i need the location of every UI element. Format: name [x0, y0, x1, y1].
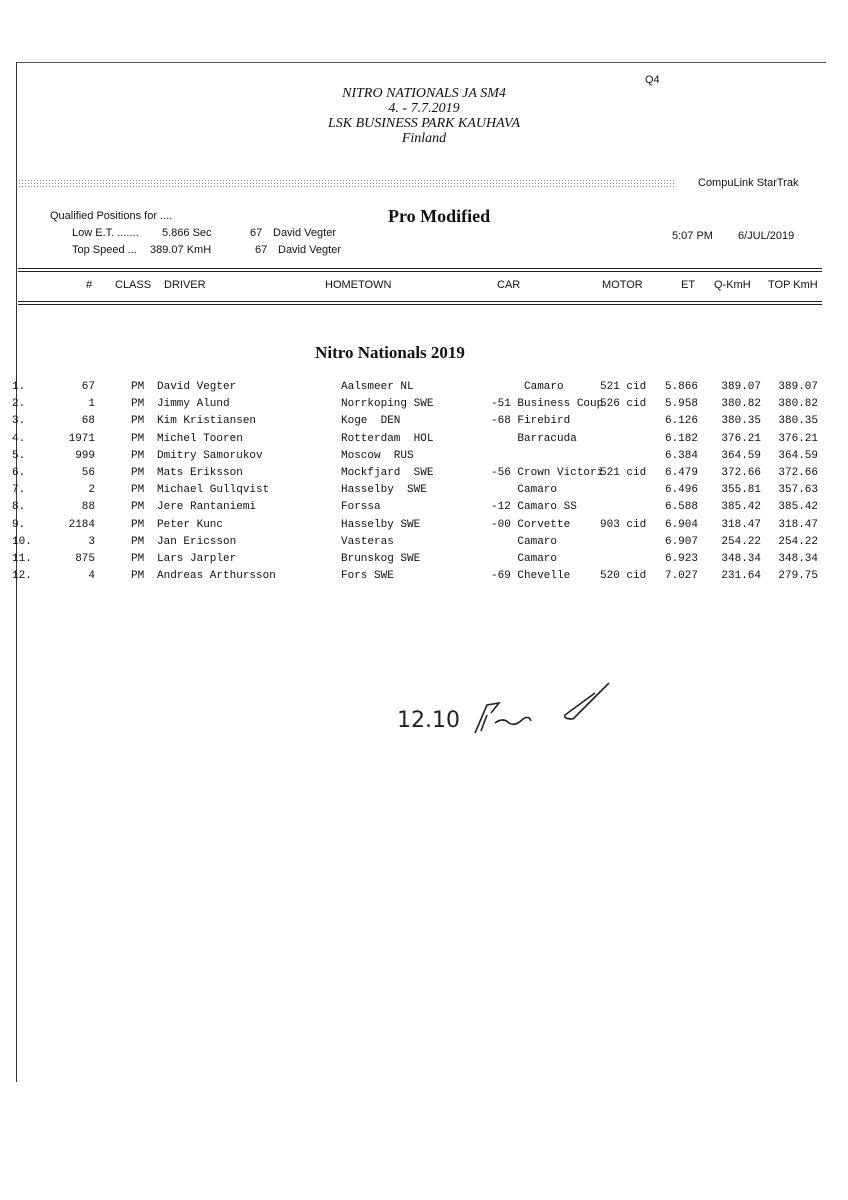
cell-position: 6. — [12, 466, 26, 479]
cell-car-number: 875 — [75, 552, 95, 565]
cell-car: -56 Crown Victori — [491, 466, 604, 479]
cell-q-kmh: 380.82 — [721, 398, 761, 411]
cell-driver: Dmitry Samorukov — [157, 449, 263, 462]
col-header-driver: DRIVER — [164, 279, 206, 291]
cell-car: -51 Business Coup — [491, 398, 604, 411]
cell-position: 9. — [12, 518, 26, 531]
header-rule-bottom-2 — [18, 304, 822, 305]
handwritten-annotation — [395, 675, 625, 745]
col-header-topkmh: TOP KmH — [768, 279, 818, 291]
cell-top-kmh: 372.66 — [778, 466, 818, 479]
cell-driver: Kim Kristiansen — [157, 415, 257, 428]
cell-top-kmh: 389.07 — [778, 381, 818, 393]
table-row — [0, 415, 848, 432]
cell-hometown: Brunskog SWE — [341, 552, 421, 565]
cell-driver: Jan Ericsson — [157, 535, 237, 548]
cell-car: -12 Camaro SS — [491, 501, 577, 514]
cell-et: 6.907 — [664, 535, 698, 548]
cell-car-number: 68 — [81, 415, 95, 428]
cell-motor: 520 cid — [600, 570, 647, 583]
cell-hometown: Moscow RUS — [341, 449, 414, 462]
cell-car: Camaro — [491, 484, 558, 497]
cell-car: -68 Firebird — [491, 415, 571, 428]
signature-scribble — [475, 703, 531, 733]
top-border — [16, 62, 826, 63]
cell-position: 4. — [12, 432, 26, 445]
cell-class: PM — [131, 449, 145, 462]
col-header-car: CAR — [497, 279, 521, 291]
cell-car: Camaro — [491, 535, 558, 548]
cell-q-kmh: 231.64 — [721, 570, 761, 583]
cell-driver: Michel Tooren — [157, 432, 243, 445]
cell-hometown: Hasselby SWE — [341, 518, 421, 531]
cell-hometown: Vasteras — [341, 535, 394, 548]
cell-driver: Andreas Arthursson — [157, 570, 276, 583]
cell-et: 6.923 — [664, 552, 698, 565]
cell-q-kmh: 254.22 — [721, 535, 761, 548]
table-row — [0, 553, 848, 570]
dotted-divider — [18, 179, 674, 188]
cell-top-kmh: 380.35 — [778, 415, 818, 428]
table-row — [0, 501, 848, 518]
table-row — [0, 381, 848, 398]
cell-et: 7.027 — [664, 570, 698, 583]
cell-top-kmh: 348.34 — [778, 552, 818, 565]
cell-driver: Peter Kunc — [157, 518, 224, 531]
col-header-et: ET — [681, 279, 696, 291]
cell-hometown: Mockfjard SWE — [341, 466, 434, 479]
cell-motor: 526 cid — [600, 398, 647, 411]
report-date: 6/JUL/2019 — [738, 230, 795, 242]
report-time: 5:07 PM — [672, 230, 713, 242]
cell-et: 6.384 — [664, 449, 698, 462]
session-code: Q4 — [645, 74, 660, 86]
cell-top-kmh: 279.75 — [778, 570, 818, 583]
qualified-label: Qualified Positions for .... — [50, 210, 173, 222]
cell-motor: 521 cid — [600, 466, 647, 479]
cell-top-kmh: 254.22 — [778, 535, 818, 548]
event-dates: 4. - 7.7.2019 — [388, 101, 460, 116]
cell-top-kmh: 364.59 — [778, 449, 818, 462]
cell-driver: David Vegter — [157, 381, 237, 393]
cell-q-kmh: 385.42 — [721, 501, 761, 514]
cell-et: 6.496 — [664, 484, 698, 497]
cell-class: PM — [131, 398, 145, 411]
table-row — [0, 398, 848, 415]
cell-q-kmh: 348.34 — [721, 552, 761, 565]
annotation-text: 12.10 — [397, 708, 460, 733]
table-row — [0, 519, 848, 536]
cell-car: Barracuda — [491, 432, 577, 445]
header-rule-top-2 — [18, 271, 822, 272]
table-row — [0, 450, 848, 467]
cell-class: PM — [131, 535, 145, 548]
results-subtitle: Nitro Nationals 2019 — [315, 343, 465, 362]
cell-class: PM — [131, 501, 145, 514]
cell-class: PM — [131, 518, 145, 531]
header-rule-bottom — [18, 301, 822, 302]
cell-car-number: 2184 — [68, 518, 95, 531]
col-header-class: CLASS — [115, 279, 152, 291]
results-table — [0, 381, 848, 587]
cell-position: 10. — [12, 535, 32, 548]
col-header-num: # — [86, 279, 93, 291]
cell-q-kmh: 355.81 — [721, 484, 761, 497]
table-row — [0, 467, 848, 484]
cell-car-number: 1971 — [68, 432, 95, 445]
cell-class: PM — [131, 415, 145, 428]
cell-car-number: 56 — [81, 466, 95, 479]
cell-hometown: Norrkoping SWE — [341, 398, 434, 411]
cell-car: Camaro — [491, 381, 564, 393]
cell-class: PM — [131, 466, 145, 479]
top-speed-driver: David Vegter — [278, 244, 341, 256]
cell-class: PM — [131, 552, 145, 565]
cell-hometown: Fors SWE — [341, 570, 394, 583]
cell-class: PM — [131, 381, 145, 393]
cell-position: 8. — [12, 501, 26, 514]
cell-et: 6.182 — [664, 432, 698, 445]
top-speed-number: 67 — [255, 244, 268, 256]
top-speed-label: Top Speed ... — [72, 244, 137, 256]
cell-car-number: 3 — [88, 535, 95, 548]
vendor-label: CompuLink StarTrak — [698, 177, 799, 189]
cell-position: 2. — [12, 398, 26, 411]
cell-top-kmh: 385.42 — [778, 501, 818, 514]
cell-position: 5. — [12, 449, 26, 462]
cell-motor: 903 cid — [600, 518, 647, 531]
col-header-hometown: HOMETOWN — [325, 279, 392, 291]
class-title: Pro Modified — [388, 206, 491, 226]
event-venue: LSK BUSINESS PARK KAUHAVA — [327, 116, 521, 131]
cell-driver: Lars Jarpler — [157, 552, 237, 565]
cell-driver: Jimmy Alund — [157, 398, 230, 411]
cell-hometown: Koge DEN — [341, 415, 401, 428]
cell-q-kmh: 372.66 — [721, 466, 761, 479]
cell-top-kmh: 318.47 — [778, 518, 818, 531]
top-speed-value: 389.07 KmH — [150, 244, 212, 256]
col-header-motor: MOTOR — [602, 279, 643, 291]
low-et-driver: David Vegter — [273, 227, 336, 239]
cell-car-number: 2 — [88, 484, 95, 497]
cell-position: 7. — [12, 484, 26, 497]
cell-position: 12. — [12, 570, 32, 583]
signature-mark — [565, 683, 609, 719]
event-header — [0, 86, 848, 146]
cell-q-kmh: 376.21 — [721, 432, 761, 445]
cell-car-number: 999 — [75, 449, 95, 462]
cell-position: 3. — [12, 415, 26, 428]
table-row — [0, 570, 848, 587]
cell-hometown: Aalsmeer NL — [341, 381, 414, 393]
cell-et: 6.126 — [664, 415, 698, 428]
cell-hometown: Hasselby SWE — [341, 484, 427, 497]
event-country: Finland — [401, 131, 447, 146]
cell-car: -00 Corvette — [491, 518, 571, 531]
cell-car: Camaro — [491, 552, 558, 565]
low-et-value: 5.866 Sec — [162, 227, 212, 239]
header-rule-top — [18, 268, 822, 269]
cell-top-kmh: 357.63 — [778, 484, 818, 497]
cell-motor: 521 cid — [600, 381, 647, 393]
cell-car: -69 Chevelle — [491, 570, 571, 583]
cell-et: 6.588 — [664, 501, 698, 514]
cell-position: 11. — [12, 552, 32, 565]
cell-hometown: Rotterdam HOL — [341, 432, 434, 445]
event-title: NITRO NATIONALS JA SM4 — [342, 86, 506, 101]
cell-q-kmh: 380.35 — [721, 415, 761, 428]
cell-car-number: 4 — [88, 570, 95, 583]
cell-car-number: 88 — [81, 501, 95, 514]
cell-class: PM — [131, 432, 145, 445]
cell-q-kmh: 318.47 — [721, 518, 761, 531]
cell-hometown: Forssa — [341, 501, 381, 514]
cell-et: 5.866 — [664, 381, 698, 393]
col-header-qkmh: Q-KmH — [714, 279, 751, 291]
cell-class: PM — [131, 484, 145, 497]
cell-et: 6.904 — [664, 518, 698, 531]
cell-driver: Jere Rantaniemi — [157, 501, 257, 514]
cell-et: 6.479 — [664, 466, 698, 479]
cell-et: 5.958 — [664, 398, 698, 411]
low-et-label: Low E.T. ....... — [72, 227, 139, 239]
table-row — [0, 484, 848, 501]
cell-driver: Mats Eriksson — [157, 466, 243, 479]
low-et-number: 67 — [250, 227, 263, 239]
cell-position: 1. — [12, 381, 26, 393]
cell-driver: Michael Gullqvist — [157, 484, 270, 497]
cell-q-kmh: 389.07 — [721, 381, 761, 393]
cell-car-number: 67 — [81, 381, 95, 393]
cell-top-kmh: 376.21 — [778, 432, 818, 445]
cell-class: PM — [131, 570, 145, 583]
table-row — [0, 536, 848, 553]
cell-top-kmh: 380.82 — [778, 398, 818, 411]
cell-car-number: 1 — [88, 398, 95, 411]
cell-q-kmh: 364.59 — [721, 449, 761, 462]
table-row — [0, 433, 848, 450]
